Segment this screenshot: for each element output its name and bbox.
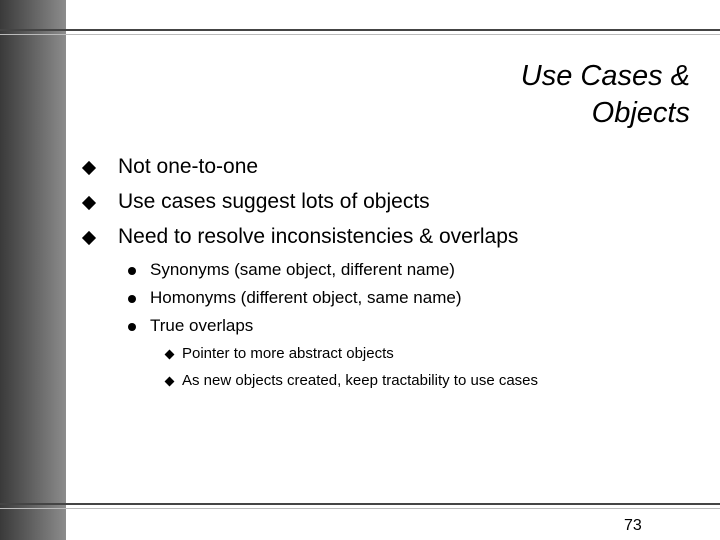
- bullet-l1-3: Need to resolve inconsistencies & overlaps: [118, 225, 519, 248]
- bullet-l2-1: Synonyms (same object, different name): [150, 260, 455, 279]
- top-rule: [0, 29, 720, 31]
- page-number: 73: [624, 517, 642, 534]
- bullet-dot-icon: [128, 295, 136, 303]
- bottom-rule-thin: [0, 508, 720, 509]
- bullet-diamond-small-icon: [165, 350, 175, 360]
- bullet-l3-1: Pointer to more abstract objects: [182, 345, 394, 362]
- left-sidebar-band: [0, 0, 66, 540]
- bottom-rule: [0, 503, 720, 505]
- bullet-diamond-icon: [82, 196, 96, 210]
- bullet-l2-2: Homonyms (different object, same name): [150, 288, 462, 307]
- title-line-1: Use Cases &: [520, 60, 690, 92]
- slide-title: [290, 58, 690, 132]
- bullet-dot-icon: [128, 323, 136, 331]
- bullet-dot-icon: [128, 267, 136, 275]
- title-line-2: Objects: [591, 97, 690, 129]
- bullet-l2-3: True overlaps: [150, 316, 254, 335]
- bullet-l1-1: Not one-to-one: [118, 155, 259, 178]
- bullet-l1-2: Use cases suggest lots of objects: [118, 190, 430, 213]
- bullet-diamond-icon: [82, 231, 96, 245]
- bullet-diamond-icon: [82, 161, 96, 175]
- bullet-diamond-small-icon: [165, 377, 175, 387]
- bullet-l3-2: As new objects created, keep tractability to use cases: [182, 372, 539, 389]
- top-rule-thin: [0, 34, 720, 35]
